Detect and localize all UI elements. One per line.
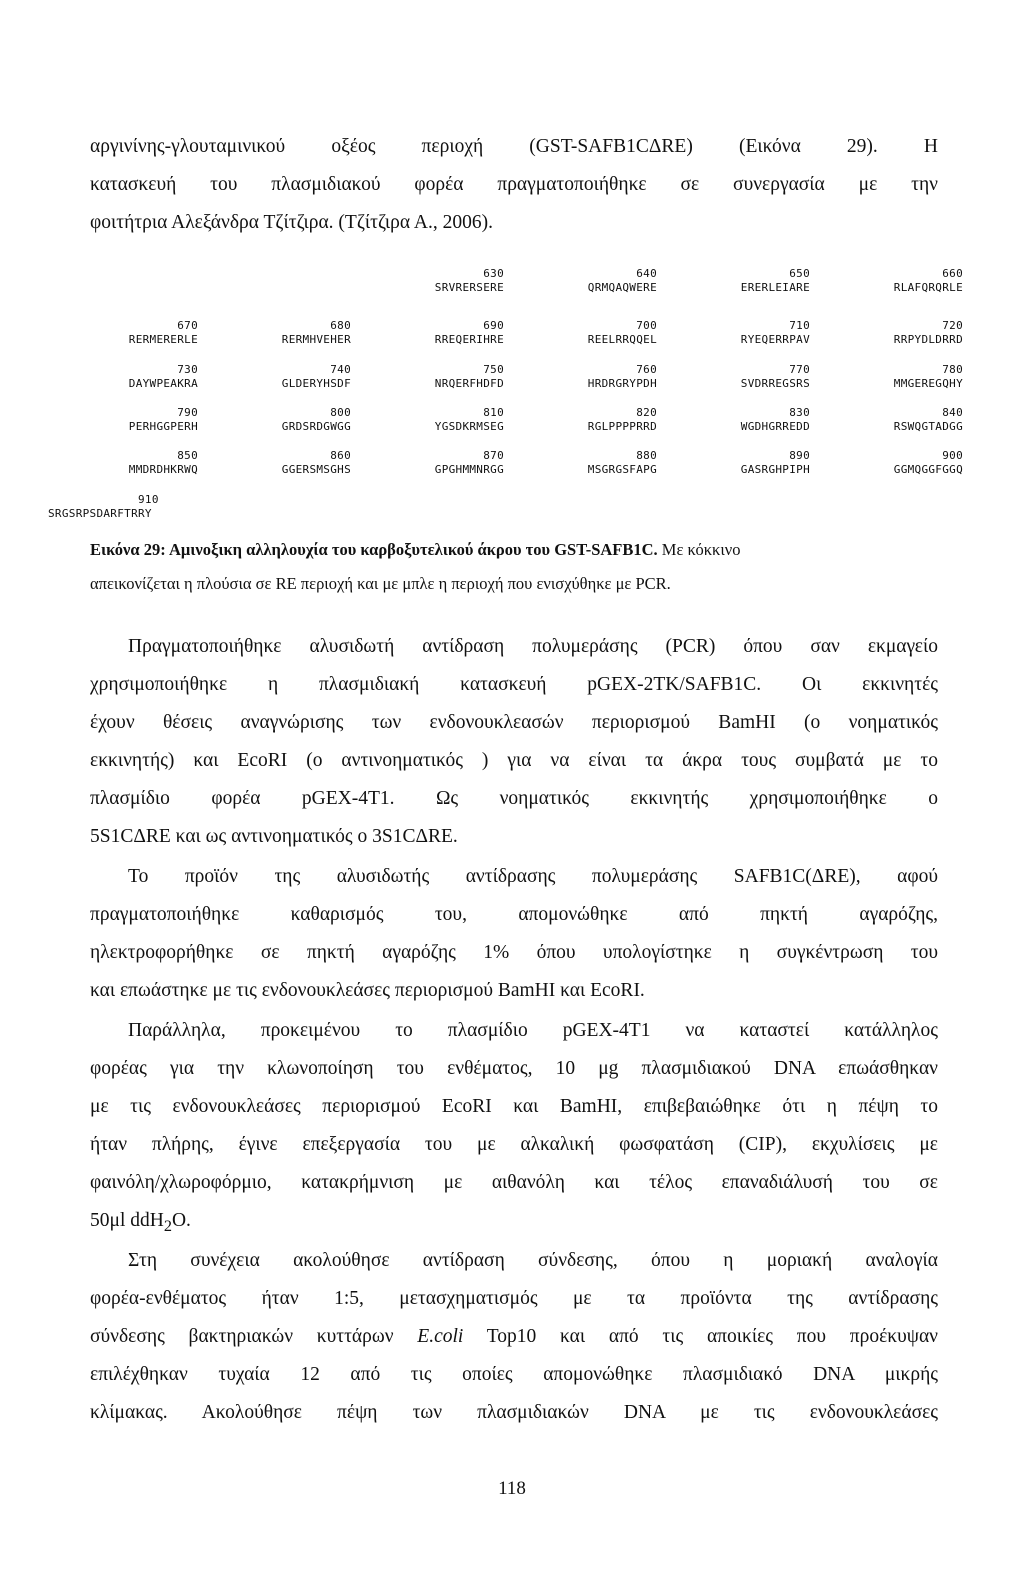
text-line: Πραγματοποιήθηκε αλυσιδωτή αντίδραση πολυμεράσης (PCR) όπου σαν εκμαγείο <box>128 636 938 657</box>
figure-caption <box>90 540 938 560</box>
residue-sequence: GASRGHPIPH <box>740 463 810 476</box>
text-line: Στη συνέχεια ακολούθησε αντίδραση σύνδεσης, όπου η μοριακή αναλογία <box>128 1250 938 1271</box>
residue-sequence: RERMHVEHER <box>281 333 351 346</box>
sequence-row <box>48 406 978 440</box>
residue-position-number: 670 <box>177 319 198 332</box>
text-line: Το προϊόν της αλυσιδωτής αντίδρασης πολυμεράσης SAFB1C(ΔRE), αφού <box>128 866 938 887</box>
text-line: έχουν θέσεις αναγνώρισης των ενδονουκλεασών περιορισμού BamHI (ο νοηματικός <box>90 712 938 733</box>
text-line: φορέας για την κλωνοποίηση του ενθέματος, 10 μg πλασμιδιακού DNA επωάσθηκαν <box>90 1058 938 1079</box>
residue-sequence: RRPYDLDRRD <box>893 333 963 346</box>
residue-position-number: 650 <box>789 267 810 280</box>
residue-position-number: 720 <box>942 319 963 332</box>
text-fragment: O. <box>171 1210 191 1231</box>
text-line: ηλεκτροφορήθηκε σε πηκτή αγαρόζης 1% όπου υπολογίστηκε η συγκέντρωση του <box>90 942 938 963</box>
text-line: Παράλληλα, προκειμένου το πλασμίδιο pGEX-4T1 να καταστεί κατάλληλος <box>128 1020 938 1041</box>
residue-sequence: RERMERERLE <box>128 333 198 346</box>
text-line: φαινόλη/χλωροφόρμιο, κατακρήμνιση με αιθανόλη και τέλος επαναδιάλυσή του σε <box>90 1172 938 1193</box>
residue-sequence: GGERSMSGHS <box>281 463 351 476</box>
text-line: φοιτήτρια Αλεξάνδρα Τζίτζιρα. (Τζίτζιρα Α., 2006). <box>90 212 493 233</box>
residue-sequence: ERERLEIARE <box>740 281 810 294</box>
residue-position-number: 740 <box>330 363 351 376</box>
residue-position-number: 630 <box>483 267 504 280</box>
text-line: επιλέχθηκαν τυχαία 12 από τις οποίες απομονώθηκε πλασμιδιακό DNA μικρής <box>90 1364 938 1385</box>
residue-position-number: 790 <box>177 406 198 419</box>
residue-sequence: SRVRERSERE <box>434 281 504 294</box>
residue-sequence: RLAFQRQRLE <box>893 281 963 294</box>
residue-position-number: 700 <box>636 319 657 332</box>
residue-sequence: GRDSRDGWGG <box>281 420 351 433</box>
residue-sequence: YGSDKRMSEG <box>434 420 504 433</box>
text-fragment: σύνδεσης βακτηριακών κυττάρων <box>90 1326 418 1347</box>
text-line <box>90 1326 938 1348</box>
residue-position-number: 870 <box>483 449 504 462</box>
page-number: 118 <box>498 1478 526 1499</box>
subscript-text: 2 <box>163 1216 172 1235</box>
residue-position-number: 780 <box>942 363 963 376</box>
residue-position-number: 830 <box>789 406 810 419</box>
residue-sequence: REELRRQQEL <box>587 333 657 346</box>
residue-sequence: PERHGGPERH <box>128 420 198 433</box>
italic-species-name: E.coli <box>417 1326 464 1347</box>
residue-position-number: 770 <box>789 363 810 376</box>
residue-sequence: MSGRGSFAPG <box>587 463 657 476</box>
caption-text: Με κόκκινο <box>657 540 741 559</box>
residue-sequence: MMDRDHKRWQ <box>128 463 198 476</box>
residue-sequence: QRMQAQWERE <box>587 281 657 294</box>
text-fragment: Top10 και από τις αποικίες που προέκυψαν <box>463 1326 938 1347</box>
residue-position-number: 910 <box>138 493 159 506</box>
residue-position-number: 660 <box>942 267 963 280</box>
residue-position-number: 800 <box>330 406 351 419</box>
text-line: κατασκευή του πλασμιδιακού φορέα πραγματοποιήθηκε σε συνεργασία με την <box>90 174 938 195</box>
residue-sequence: SRGSRPSDARFTRRY <box>48 507 152 520</box>
residue-position-number: 880 <box>636 449 657 462</box>
sequence-row <box>48 363 978 397</box>
sequence-row <box>48 319 978 353</box>
text-line: χρησιμοποιήθηκε η πλασμιδιακή κατασκευή pGEX-2TK/SAFB1C. Οι εκκινητές <box>90 674 938 695</box>
residue-position-number: 820 <box>636 406 657 419</box>
caption-label: Εικόνα 29: Αμινοξικη αλληλουχία του καρβοξυτελικού άκρου του GST-SAFB1C. <box>90 540 658 559</box>
residue-sequence: HRDRGRYPDH <box>587 377 657 390</box>
residue-position-number: 850 <box>177 449 198 462</box>
residue-sequence: RYEQERRPAV <box>740 333 810 346</box>
residue-sequence: RSWQGTADGG <box>893 420 963 433</box>
text-line: 5S1CΔRE και ως αντινοηματικός ο 3S1CΔRE. <box>90 826 458 847</box>
text-line: και επωάστηκε με τις ενδονουκλεάσες περιορισμού BamHI και EcoRI. <box>90 980 645 1001</box>
residue-position-number: 840 <box>942 406 963 419</box>
residue-position-number: 690 <box>483 319 504 332</box>
text-line: αργινίνης-γλουταμινικού οξέος περιοχή (GST-SAFB1CΔRE) (Εικόνα 29). Η <box>90 136 938 157</box>
residue-position-number: 860 <box>330 449 351 462</box>
residue-sequence: SVDRREGSRS <box>740 377 810 390</box>
text-line: φορέα-ενθέματος ήταν 1:5, μετασχηματισμός με τα προϊόντα της αντίδρασης <box>90 1288 938 1309</box>
residue-position-number: 900 <box>942 449 963 462</box>
text-line: ήταν πλήρης, έγινε επεξεργασία του με αλκαλική φωσφατάση (CIP), εκχυλίσεις με <box>90 1134 938 1155</box>
residue-sequence: NRQERFHDFD <box>434 377 504 390</box>
residue-position-number: 730 <box>177 363 198 376</box>
text-line: πλασμίδιο φορέα pGEX-4T1. Ως νοηματικός εκκινητής χρησιμοποιήθηκε ο <box>90 788 938 809</box>
text-fragment: 50μl ddH <box>90 1210 164 1231</box>
sequence-row <box>48 493 978 527</box>
residue-sequence: WGDHGRREDD <box>740 420 810 433</box>
residue-sequence: RGLPPPPRRD <box>587 420 657 433</box>
text-line: με τις ενδονουκλεάσες περιορισμού EcoRI και BamHI, επιβεβαιώθηκε ότι η πέψη το <box>90 1096 938 1117</box>
amino-acid-sequence-figure <box>48 255 978 535</box>
text-line: πραγματοποιήθηκε καθαρισμός του, απομονώθηκε από πηκτή αγαρόζης, <box>90 904 938 925</box>
residue-sequence: RREQERIHRE <box>434 333 504 346</box>
residue-position-number: 680 <box>330 319 351 332</box>
text-line: κλίμακας. Ακολούθησε πέψη των πλασμιδιακών DNA με τις ενδονουκλεάσες <box>90 1402 938 1423</box>
sequence-row <box>48 449 978 483</box>
residue-sequence: GGMQGGFGGQ <box>893 463 963 476</box>
residue-position-number: 640 <box>636 267 657 280</box>
residue-sequence: GLDERYHSDF <box>281 377 351 390</box>
residue-position-number: 750 <box>483 363 504 376</box>
residue-sequence: DAYWPEAKRA <box>128 377 198 390</box>
residue-position-number: 810 <box>483 406 504 419</box>
residue-sequence: GPGHMMNRGG <box>434 463 504 476</box>
residue-sequence: MMGEREGQHY <box>893 377 963 390</box>
figure-caption-line2: απεικονίζεται η πλούσια σε RE περιοχή και με μπλε η περιοχή που ενισχύθηκε με PCR. <box>90 574 671 593</box>
text-line <box>90 1210 938 1236</box>
sequence-row <box>48 267 978 301</box>
residue-position-number: 760 <box>636 363 657 376</box>
residue-position-number: 890 <box>789 449 810 462</box>
residue-position-number: 710 <box>789 319 810 332</box>
text-line: εκκινητής) και EcoRI (ο αντινοηματικός ) για να είναι τα άκρα τους συμβατά με το <box>90 750 938 771</box>
